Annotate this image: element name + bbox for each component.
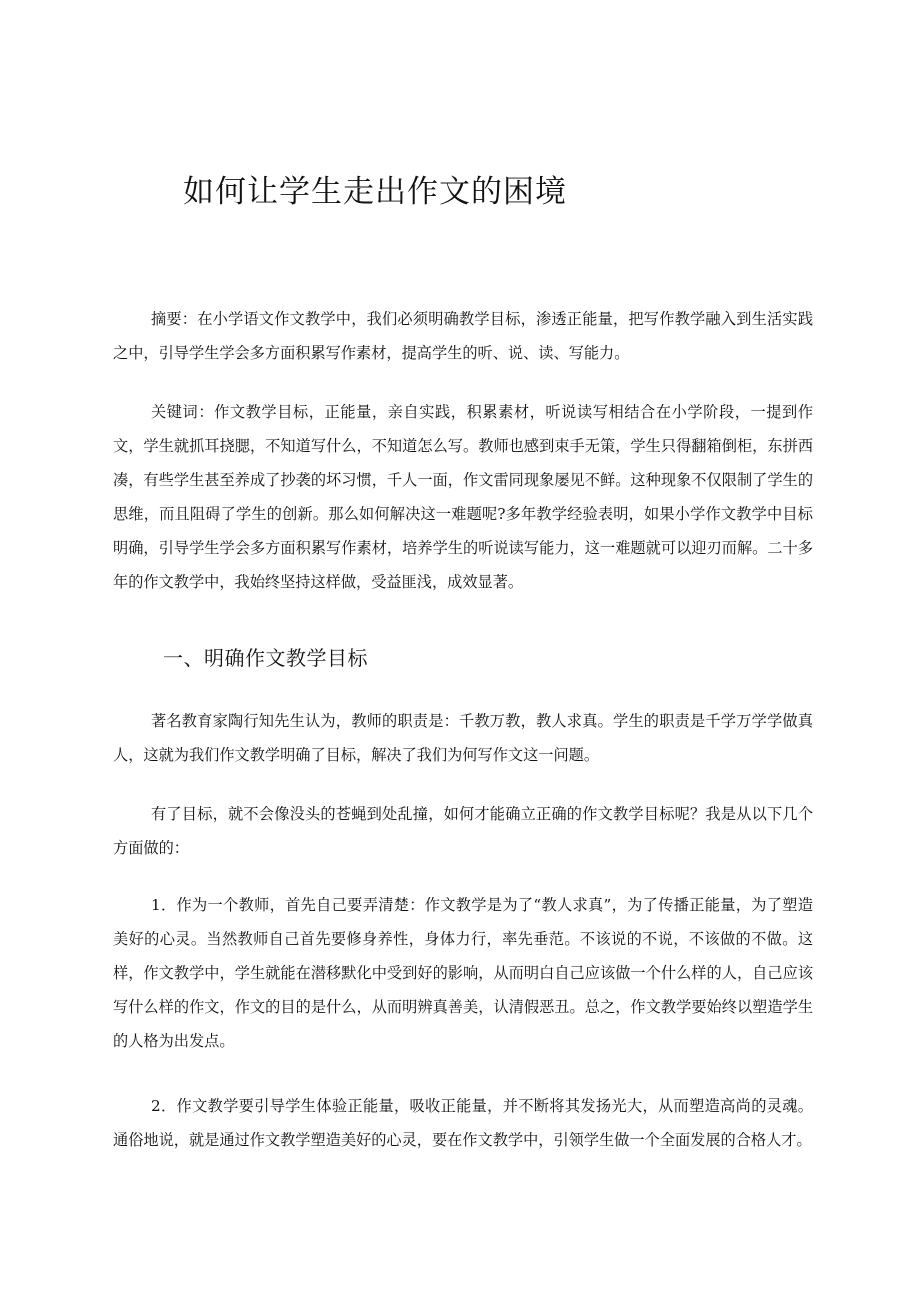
abstract-text: 在小学语文作文教学中，我们必须明确教学目标，渗透正能量，把写作教学融入到生活实践之中，引导学生学会多方面积累写作素材，提高学生的听、说、读、写能力。 <box>113 310 814 362</box>
section1-paragraph-2: 有了目标，就不会像没头的苍蝇到处乱撞，如何才能确立正确的作文教学目标呢？我是从以下几个方面做的： <box>113 805 813 857</box>
section1-list-item-1: 1．作为一个教师，首先自己要弄清楚：作文教学是为了“教人求真”，为了传播正能量，为了塑造美好的心灵。当然教师自己首先要修身养性，身体力行，率先垂范。不该说的不说，不该做的不做。这样，作文教学中，学生就能在潜移默化中受到好的影响，从而明白自己应该做一个什么样的人，自己应该写什么样的作文，作文的目的是什么，从而明辨真善美，认清假恶丑。总之，作文教学要始终以塑造学生的人格为出发点。 <box>113 896 813 1050</box>
document-title: 如何让学生走出作文的困境 <box>183 174 567 210</box>
section1-list-item-2: 2．作文教学要引导学生体验正能量，吸收正能量，并不断将其发扬光大，从而塑造高尚的灵魂。通俗地说，就是通过作文教学塑造美好的心灵，要在作文教学中，引领学生做一个全面发展的合格人才。 <box>113 1097 813 1149</box>
abstract-paragraph <box>113 302 813 370</box>
keywords-label: 关键词： <box>151 403 215 421</box>
keywords-text: 作文教学目标，正能量，亲自实践，积累素材，听说读写相结合在小学阶段，一提到作文，学生就抓耳挠腮，不知道写什么，不知道怎么写。教师也感到束手无策，学生只得翻箱倒柜，东拼西凑，有些学生甚至养成了抄袭的坏习惯，千人一面，作文雷同现象屡见不鲜。这种现象不仅限制了学生的思维，而且阻碍了学生的创新。那么如何解决这一难题呢?多年教学经验表明，如果小学作文教学中目标明确，引导学生学会多方面积累写作素材，培养学生的听说读写能力，这一难题就可以迎刃而解。二十多年的作文教学中，我始终坚持这样做，受益匪浅，成效显著。 <box>113 403 814 591</box>
section1-paragraph-1: 著名教育家陶行知先生认为，教师的职责是：千教万教，教人求真。学生的职责是千学万学学做真人，这就为我们作文教学明确了目标，解决了我们为何写作文这一问题。 <box>113 712 813 764</box>
abstract-label: 摘要： <box>151 310 198 328</box>
keywords-paragraph <box>113 395 813 599</box>
section-heading-1: 一、明确作文教学目标 <box>163 646 368 670</box>
